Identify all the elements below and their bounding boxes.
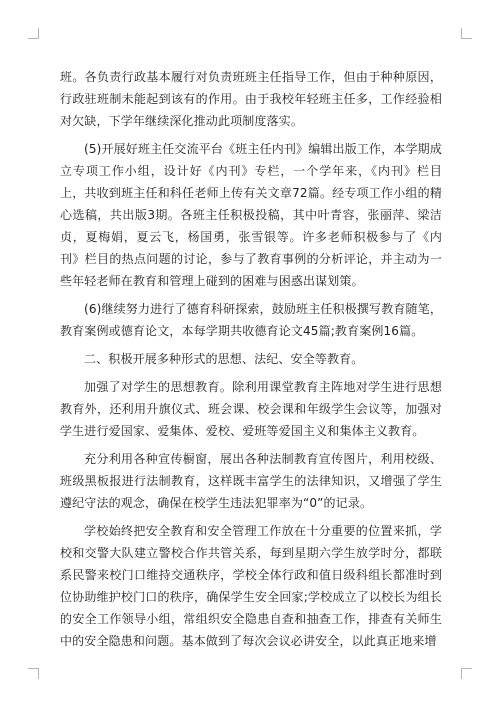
page-corner-mark-bottom-right [461,668,472,679]
paragraph-6: 学校始终把安全教育和安全管理工作放在十分重要的位置来抓，学校和交警大队建立警校合作共管关系，每到星期六学生放学时分，都联系民警来校门口维持交通秩序，学校全体行政和值日级科组长都准时到位协助维护校门口的秩序，确保学生安全回家;学校成立了以校长为组长的安全工作领导小组，常组织安全隐患自查和抽查工作，排查有关师生中的安全隐患和问题。基本做到了每次会议必讲安全，以此真正地来增 [60,524,442,648]
paragraph-2: (5)开展好班主任交流平台《班主任内刊》编辑出版工作，本学期成立专项工作小组，设计好《内刊》专栏，一个学年来，《内刊》栏目上，共收到班主任和科任老师上传有关文章72篇。经专项工作小组的精心选稿，共出版3期。各班主任积极投稿，其中叶青容，张丽萍、梁洁贞，夏梅娟，夏云飞，杨国勇，张雪银等。许多老师积极参与了《内刊》栏目的热点问题的讨论，参与了教育事例的分析评论，并主动为一些年轻老师在教育和管理上碰到的困难与困惑出谋划策。 [60,142,442,288]
paragraph-3: (6)继续努力进行了德育科研探索，鼓励班主任积极撰写教育随笔，教育案例或德育论文，本每学期共收德育论文45篇;教育案例16篇。 [60,302,442,338]
page-corner-mark-bottom-left [28,668,39,679]
paragraph-4: 加强了对学生的思想教育。除利用课堂教育主阵地对学生进行思想教育外，还利用升旗仪式、班会课、校会课和年级学生会议等，加强对学生进行爱国家、爱集体、爱校、爱班等爱国主义和集体主义教育。 [60,380,442,438]
page-corner-mark-top-left [28,28,39,39]
section-heading: 二、积极开展多种形式的思想、法纪、安全等教育。 [84,352,364,366]
paragraph-1: 班。各负责行政基本履行对负责班班主任指导工作，但由于种种原因，行政驻班制未能起到该有的作用。由于我校年轻班主任多，工作经验相对欠缺，下学年继续深化推动此项制度落实。 [60,70,442,128]
page-corner-mark-top-right [461,28,472,39]
document-body [60,66,442,658]
paragraph-5: 充分利用各种宣传橱窗，展出各种法制教育宣传图片，利用校级、班级黑板报进行法制教育，这样既丰富学生的法律知识，又增强了学生遵纪守法的观念，确保在校学生违法犯罪率为“0”的记录。 [60,452,442,510]
